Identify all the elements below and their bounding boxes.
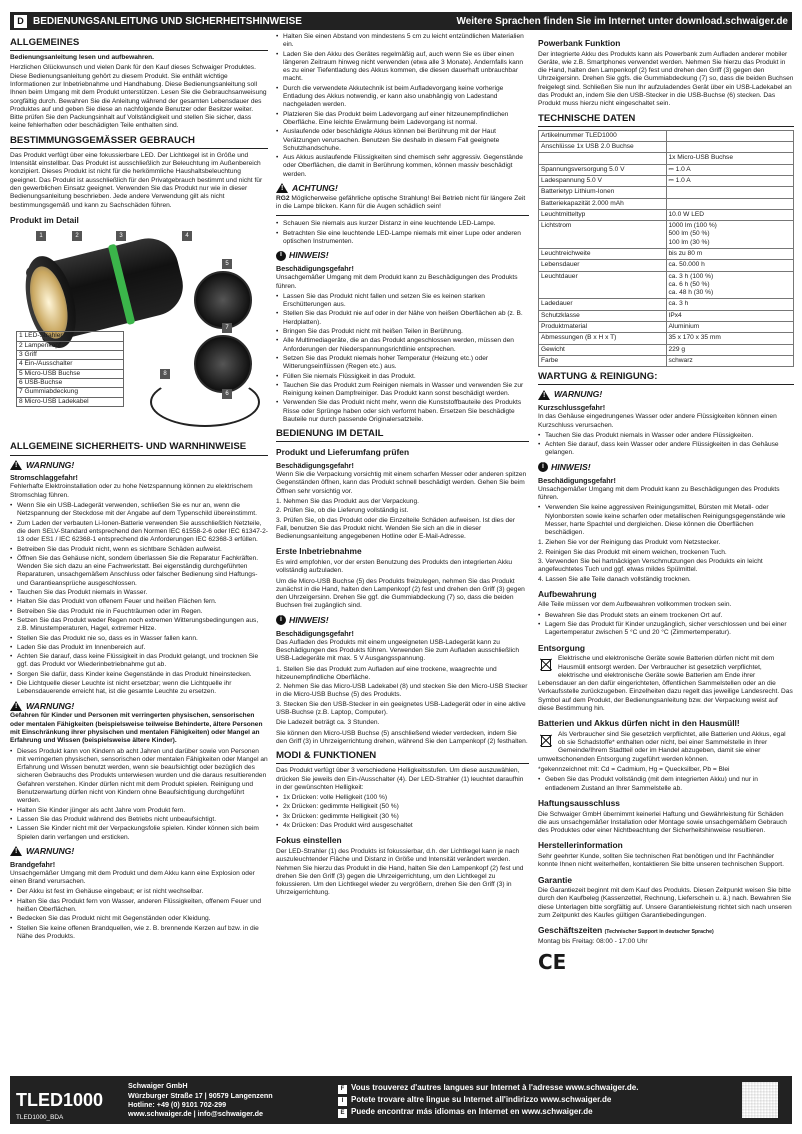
table-cell: Batterietyp Lithium-Ionen [539,187,667,198]
table-row [539,164,794,175]
business-hours-note: (Technischer Support in deutscher Sprache) [604,929,714,936]
column-1 [10,33,268,943]
info-icon: i [538,462,548,472]
table-cell [666,187,794,198]
paragraph: Die Schwaiger GmbH übernimmt keinerlei Haftung und Gewährleistung für Schäden die aus unsachgemäßer Installation oder Montage sowie unsachgemäßem Gebrauch des Produktes oder einer Nichtbeachtung der Sicherheitshinweise resultieren. [538,810,787,835]
table-row [539,271,794,299]
subheading: Geschäftszeiten (Technischer Support in deutscher Sprache) [538,925,714,936]
section-heading: Produkt im Detail [10,214,79,225]
paragraph: Herzlichen Glückwunsch und vielen Dank für den Kauf dieses Schwaiger Produktes. Diese Bedienungsanleitung gehört zu diesem Produkt. Sie enthält wichtige Informationen zur Inbetriebnahme und Handhabung. Diese Bedienungsanleitung soll Ihnen beim Umgang mit dem Produkt unterstützen. Lesen Sie die Gebrauchsanweisung sorgfältig durch. Bewahren Sie die Anleitung während der gesamten Lebensdauer des Produktes auf und geben Sie diese an nachfolgende Benutzer oder Besitzer weiter. Bitte prüfen Sie den Packungsinhalt auf Vollständigkeit und stellen Sie sicher, dass keine fehlerhaften oder beschädigten Teile enthalten sind. [10,64,267,130]
table-row [539,310,794,321]
paragraph: In das Gehäuse eingedrungenes Wasser oder andere Flüssigkeiten können einen Kurzschluss verursachen. [538,413,777,429]
table-cell: Produktmaterial [539,322,667,333]
bullet-list [538,776,794,793]
list-item: • Lassen Sie das Produkt nicht fallen und setzen Sie es keinen starken Erschütterungen aus. [276,293,529,310]
paragraph: Das Produkt verfügt über 3 verschiedene Helligkeitsstufen. Um diese auszuwählen, drücken Sie jeweils den Ein-/Ausschalter (4). Der LED-Strahler (1) leuchtet daraufhin in der gewünschten Helligkeit: [276,767,524,791]
list-item: 3. Prüfen Sie, ob das Produkt oder die Einzelteile Schäden aufweisen. Ist dies der Fall, benutzen Sie das Produkt nicht. Wenden Sie sich an die in dieser Bedienungsanleitung angegebenen Hotline oder E-Mail-Adresse. [276,516,515,541]
paragraph: Möglicherweise gefährliche optische Strahlung! Bei Betrieb nicht für längere Zeit in die Lampe blicken. Kann für die Augen schädlich sein! [276,194,526,211]
list-item: • Laden Sie den Akku des Gerätes regelmäßig auf, auch wenn Sie es über einen längeren Zeitraum hinweg nicht verwenden (etwa alle 3 Monate). Andernfalls kann es zu einer Tiefentladung des Akkus kommen, die diesen dauerhaft unbrauchbar macht. [276,51,529,84]
list-item: • Stellen Sie das Produkt nie so, dass es in Wasser fallen kann. [10,635,268,643]
warning-icon: ! [276,183,288,193]
warning-icon: ! [10,701,22,711]
footer-bar [10,1076,792,1124]
table-row [539,153,794,164]
product-illustration [10,227,268,437]
subheading: Beschädigungsgefahr! [276,628,354,638]
column-2 [276,33,529,900]
table-cell: 10.0 W LED [666,209,794,220]
list-item: 2. Nehmen Sie das Micro-USB Ladekabel (8) und stecken Sie den Micro-USB Stecker in die Micro-USB Buchse (5) des Produkts. [276,683,528,699]
table-cell: Farbe [539,355,667,366]
table-cell: Lebensdauer [539,260,667,271]
section-heading: WARTUNG & REINIGUNG: [538,371,794,385]
paragraph: Sie können den Micro-USB Buchse (5) anschließend wieder verdecken, indem Sie den Griff (3) in Uhrzeigerrichtung drehen, während Sie den Lampenkopf (2) festhalten. [276,729,528,745]
paragraph: Der LED-Strahler (1) des Produkts ist fokussierbar, d.h. der Lichtkegel kann je nach auszuleuchtender Fläche und Distanz in Größe und Intensität verändert werden. Nehmen Sie hierzu das Produkt in die Hand, halten Sie den Lampenkopf (2) fest und drehen Sie den Griff (3) gegen die Uhrzeigerrichtung, um den Lichtkegel zu fokussieren. Um den Lichtkegel wieder zu vergrößern, drehen Sie den Griff (3) in Uhrzeigerrichtung. [276,847,524,897]
column-3 [538,33,794,975]
list-item: • Stellen Sie das Produkt nie auf oder in der Nähe von heißen Oberflächen ab (z. B. Herdplatten). [276,310,529,327]
list-item: • Tauchen Sie das Produkt niemals in Wasser oder andere Flüssigkeiten. [538,432,794,440]
list-item: 1. Stellen Sie das Produkt zum Aufladen auf eine trockene, waagrechte und hitzeunempfindliche Oberfläche. [276,665,497,681]
language-links [338,1082,738,1118]
list-item: • Geben Sie das Produkt vollständig (mit dem integrierten Akku) und nur in entladenem Zustand an Ihrer Sammelstelle ab. [538,776,794,793]
list-item: • 1x Drücken: volle Helligkeit (100 %) [276,794,529,802]
list-item: • Betrachten Sie eine leuchtende LED-Lampe niemals mit einer Lupe oder anderen optischen Instrumenten. [276,230,529,247]
list-item: • Tauchen Sie das Produkt niemals in Wasser. [10,589,268,597]
table-cell: Abmessungen (B x H x T) [539,333,667,344]
list-item: 1. Ziehen Sie vor der Reinigung das Produkt vom Netzstecker. [538,539,721,547]
table-row [539,333,794,344]
table-cell: ⎓ 1.0 A [666,175,794,186]
warning-icon: ! [10,460,22,470]
table-row [539,249,794,260]
paragraph: Fehlerhafte Elektroinstallation oder zu hohe Netzspannung können zu elektrischem Stromschlag führen. [10,483,253,499]
technical-data-table [538,130,794,368]
warning-icon: ! [538,390,550,400]
list-item: • Halten Sie Kinder jünger als acht Jahre vom Produkt fern. [10,807,268,815]
list-item: 1. Nehmen Sie das Produkt aus der Verpackung. [276,497,419,505]
table-row [539,175,794,186]
list-item: • Bedecken Sie das Produkt nicht mit Gegenständen oder Kleidung. [10,915,268,923]
callout: 3 [116,231,126,241]
list-item: • Platzieren Sie das Produkt beim Ladevorgang auf einer hitzeunempfindlichen Oberfläche. Eine leichte Erwärmung beim Ladevorgang ist normal. [276,111,529,128]
list-item: • Öffnen Sie das Gehäuse nicht, sondern überlassen Sie die Reparatur Fachkräften. Wenden Sie sich dazu an eine Fachwerkstatt. Bei eigenständig durchgeführten Reparaturen, unsachgemäßem Anschluss oder falscher Bedienung sind Haftungs- und Garantieansprüche ausgeschlossen. [10,555,268,588]
list-item: • Betreiben Sie das Produkt nicht, wenn es sichtbare Schäden aufweist. [10,546,268,554]
table-row [539,299,794,310]
list-item: • Bringen Sie das Produkt nicht mit heißen Teilen in Berührung. [276,328,529,336]
bullet-list [538,432,794,458]
table-row [539,198,794,209]
table-cell [666,142,794,153]
subheading: Entsorgung [538,642,585,653]
table-row [539,142,794,153]
list-item: • Durch die verwendete Akkutechnik ist beim Aufladevorgang keine vorherige Entladung des Akkus notwendig, er kann also unabhängig von Ladestand nachgeladen werden. [276,85,529,110]
list-item: • Halten Sie das Produkt fern von Wasser, anderen Flüssigkeiten, offenem Feuer und heißen Oberflächen. [10,898,268,915]
list-item: • Betreiben Sie das Produkt nie in Feuchträumen oder im Regen. [10,608,268,616]
paragraph: Wenn Sie die Verpackung vorsichtig mit einem scharfen Messer oder anderen spitzen Gegenständen öffnen, kann das Produkt schnell beschädigt werden. Gehen Sie beim Öffnen sehr vorsichtig vor. [276,471,527,495]
section-heading: ALLGEMEINE SICHERHEITS- UND WARNHINWEISE [10,441,268,455]
list-item: • Lassen Sie Kinder nicht mit der Verpackungsfolie spielen. Kinder können sich beim Spielen darin verfangen und ersticken. [10,825,268,842]
flag-icon: F [338,1085,347,1094]
table-cell: Spannungsversorgung 5.0 V [539,164,667,175]
legend-item: 1 LED-Strahler [17,332,124,341]
table-cell: Anschlüsse 1x USB 2.0 Buchse [539,142,667,153]
charging-time: Die Ladezeit beträgt ca. 3 Stunden. [276,719,380,727]
list-item: • Auslaufende oder beschädigte Akkus können bei Berührung mit der Haut Verätzungen verursachen. Benutzen Sie deshalb in diesem Fall geeignete Schutzhandschuhe. [276,128,529,153]
table-row [539,260,794,271]
list-item: • Achten Sie darauf, dass keine Flüssigkeit in das Produkt gelangt, und trocknen Sie ggf. das Produkt vor Wiederinbetriebnahme gut ab. [10,653,268,670]
warning-label: ! WARNUNG! [538,389,794,400]
list-item: • Zum Laden der verbauten Li-Ionen-Batterie verwenden Sie ausschließlich Netzteile, die dem SELV-Standard entsprechend den Normen IEC 61558-2-6 oder IEC 61347-2-13 oder ES1 / IEC 62368-1 entsprechend die Anforderungen IEC 62368-3 erfüllen. [10,520,268,545]
list-item: • Verwenden Sie das Produkt nicht mehr, wenn die Kunststoffbauteile des Produkts Risse oder Sprünge haben oder sich verformt haben. Ersetzen Sie beschädigte Bauteile nur durch passende Originalersatzteile. [276,399,529,424]
table-cell: 229 g [666,344,794,355]
list-item: • Wenn Sie ein USB-Ladegerät verwenden, schließen Sie es nur an, wenn die Netzspannung der Steckdose mit der Angabe auf dem Typenschild übereinstimmt. [10,502,268,519]
list-item: • Aus Akkus auslaufende Flüssigkeiten sind chemisch sehr aggressiv. Gegenstände oder Oberflächen, die damit in Berührung kommen, können massiv beschädigt werden. [276,154,529,179]
table-cell [539,153,667,164]
footnote: *gekennzeichnet mit: Cd = Cadmium, Hg = Quecksilber, Pb = Blei [538,766,730,774]
notice-label: i HINWEIS! [276,250,529,261]
paragraph: Unsachgemäßer Umgang mit dem Produkt kann zu Beschädigungen des Produkts führen. [538,485,780,501]
list-item: • 2x Drücken: gedimmte Helligkeit (50 %) [276,803,529,811]
table-cell: Batteriekapazität 2.000 mAh [539,198,667,209]
bullet-list [538,612,794,638]
legend-item: 6 USB-Buchse [17,378,124,387]
table-cell: Aluminium [666,322,794,333]
list-item: • Sorgen Sie dafür, dass Kinder keine Gegenstände in das Produkt hineinstecken. [10,671,268,679]
language-line: I Potete trovare altre lingue su Internet all'indirizzo www.schwaiger.de [338,1094,738,1106]
company-address: Schwaiger GmbH Würzburger Straße 17 | 90579 Langenzenn Hotline: +49 (0) 9101 702-299 www.schwaiger.de | info@schwaiger.de [128,1081,273,1119]
flag-icon: E [338,1109,347,1118]
legend-item: 3 Griff [17,351,124,360]
list-item: • Setzen Sie das Produkt weder Regen noch extremen Witterungsbedingungen aus, z.B. Minustemperaturen, Hagel, extremer Hitze. [10,617,268,634]
bullet-list [10,502,268,697]
language-badge: D [14,15,27,28]
warning-label: ! WARNUNG! [10,701,268,712]
list-item: • Der Akku ist fest im Gehäuse eingebaut; er ist nicht wechselbar. [10,888,268,896]
subheading: Brandgefahr! [10,859,56,869]
table-cell: Ladedauer [539,299,667,310]
list-item: 4. Lassen Sie alle Teile danach vollständig trocknen. [538,575,691,583]
ce-mark: CE [538,950,567,975]
table-cell: 1x Micro-USB Buchse [666,153,794,164]
table-cell: 1000 lm (100 %) 500 lm (50 %) 100 lm (30 %) [666,221,794,249]
table-cell: ca. 3 h [666,299,794,310]
list-item: • Schauen Sie niemals aus kurzer Distanz in eine leuchtende LED-Lampe. [276,220,529,228]
list-item: 3. Stecken Sie den USB-Stecker in ein geeignetes USB-Ladegerät oder in eine aktive USB-Buchse (z.B. Laptop, Computer). [276,700,526,717]
info-icon: i [276,615,286,625]
callout: 2 [72,231,82,241]
table-cell: IPx4 [666,310,794,321]
table-row [539,322,794,333]
table-cell: ⎓ 1.0 A [666,164,794,175]
warning-icon: ! [10,846,22,856]
list-item: • Bewahren Sie das Produkt stets an einem trockenen Ort auf. [538,612,794,620]
parts-legend [16,331,124,406]
subheading: Fokus einstellen [276,835,342,846]
subheading: Garantie [538,874,572,885]
table-row [539,209,794,220]
bullet-list [10,748,268,842]
table-cell [666,198,794,209]
bullet-list [276,33,529,179]
subheading: Kurzschlussgefahr! [538,403,606,413]
flashlight-image [25,232,189,344]
list-item: • Lagern Sie das Produkt für Kinder unzugänglich, sicher verschlossen und bei einer Lagertemperatur zwischen 5 °C und 20 °C (Zimmertemperatur). [538,621,794,638]
numbered-list [538,539,794,583]
table-cell: Leuchtreichweite [539,249,667,260]
numbered-list [276,666,529,718]
list-item: 2. Prüfen Sie, ob die Lieferung vollständig ist. [276,507,409,515]
table-cell: Lichtstrom [539,221,667,249]
legend-item: 5 Micro-USB Buchse [17,369,124,378]
subheading: Batterien und Akkus dürfen nicht in den Hausmüll! [538,718,740,729]
languages-note: Weitere Sprachen finden Sie im Internet unter download.schwaiger.de [456,15,788,27]
paragraph: Sehr geehrter Kunde, sollten Sie technischen Rat benötigen und Ihr Fachhändler konnte Ihnen nicht weiterhelfen, kontaktieren Sie bitte unseren technischen Support. [538,853,784,869]
list-item: • Alle Multimediageräte, die an das Produkt angeschlossen werden, müssen den Anforderungen der Niederspannungsrichtlinie entsprechen. [276,337,529,354]
bullet-list [276,220,529,246]
micro-usb-detail-image [194,271,252,329]
section-heading: BEDIENUNG IM DETAIL [276,428,529,442]
paragraph: Das Produkt verfügt über eine fokussierbare LED. Der Lichtkegel ist in Größe und Intensität einstellbar. Das Produkt ist ausschließlich zur Beleuchtung im Außenbereich konzipiert. Dieses Produkt ist nicht für die herkömmliche Haushaltsbeleuchtung geeignet. Das Produkt ist ausschließlich für den Privatgebrauch bestimmt und nicht für den gewerblichen Einsatz geeignet. Verwenden Sie das Produkt nur wie in dieser Bedienungsanleitung beschrieben. Jede andere Verwendung gilt als nicht bestimmungsgemäß und kann zu Sachschäden führen. [10,151,263,209]
section-heading: Powerbank Funktion [538,38,621,48]
section-heading: TECHNISCHE DATEN [538,113,794,127]
callout: 4 [182,231,192,241]
list-item: • Laden Sie das Produkt im Innenbereich auf. [10,644,268,652]
warning-label: ! WARNUNG! [10,846,268,857]
subheading: Aufbewahrung [538,588,597,599]
subheading: Haftungsausschluss [538,797,620,808]
callout: 8 [160,369,170,379]
notice-label: i HINWEIS! [276,615,529,626]
list-item: • Füllen Sie niemals Flüssigkeit in das Produkt. [276,373,529,381]
callout: 7 [222,323,232,333]
list-item: • Verwenden Sie keine aggressiven Reinigungsmittel, Bürsten mit Metall- oder Nylonborsten sowie keine scharfen oder metallischen Reinigungsgegenstände wie Messer, harte Spachtel und dergleichen. Diese können die Oberflächen beschädigen. [538,504,794,537]
table-cell: Leuchtdauer [539,271,667,299]
subheading: Beschädigungsgefahr! [276,264,354,274]
table-cell: Schutzklasse [539,310,667,321]
section-heading: MODI & FUNKTIONEN [276,750,529,764]
list-item: • Lassen Sie das Produkt während des Betriebs nicht unbeaufsichtigt. [10,816,268,824]
legend-item: 7 Gummiabdeckung [17,388,124,397]
table-cell: bis zu 80 m [666,249,794,260]
paragraph: Das Aufladen des Produkts mit einem ungeeigneten USB-Ladegerät kann zu Beschädigungen des Produkts führen. Verwenden Sie zum Aufladen ausschließlich USB-Ladegeräte mit max. 5 V Ausgangsspannung. [276,638,520,663]
table-cell: Leuchtmitteltyp [539,209,667,220]
qr-code-icon [742,1082,778,1118]
section-heading: BESTIMMUNGSGEMÄSSER GEBRAUCH [10,135,268,149]
bullet-list [10,888,268,941]
usb-cable-image [150,377,260,427]
crossed-bin-icon [538,732,554,750]
paragraph: Die Garantiezeit beginnt mit dem Kauf des Produkts. Diesen Zeitpunkt weisen Sie bitte durch den Kaufbeleg (Kassenzettel, Rechnung, Lieferschein u. ä.) nach. Bewahren Sie diese Unterlagen bitte sorgfältig auf. Unsere Garantieleistung richtet sich nach unseren zum Zeitpunkt des Kaufes gültigen Garantiebedingungen. [538,887,792,920]
list-item: 2. Reinigen Sie das Produkt mit einem weichen, trockenen Tuch. [538,548,727,556]
bullet-list [538,504,794,537]
list-item: • Achten Sie darauf, dass kein Wasser oder andere Flüssigkeiten in das Gehäuse gelangen. [538,441,794,458]
notice-label: i HINWEIS! [538,462,794,473]
info-icon: i [276,251,286,261]
list-item: • 3x Drücken: gedimmte Helligkeit (30 %) [276,813,529,821]
table-cell [666,130,794,141]
table-row [539,187,794,198]
table-cell: ca. 50.000 h [666,260,794,271]
subheading: Produkt und Lieferumfang prüfen [276,447,410,458]
list-item: • Halten Sie das Produkt von offenem Feuer und heißen Flächen fern. [10,598,268,606]
table-cell: ca. 3 h (100 %) ca. 6 h (50 %) ca. 48 h (30 %) [666,271,794,299]
list-item: 3. Verwenden Sie bei hartnäckigen Verschmutzungen des Produkts ein leicht angefeuchtetes Tuch und ggf. etwas mildes Spülmittel. [538,557,763,574]
paragraph: Als Verbraucher sind Sie gesetzlich verpflichtet, alle Batterien und Akkus, egal ob sie Schadstoffe* enthalten oder nicht, bei einer Sammelstelle in Ihrer Gemeinde/Ihrem Stadtteil oder im Handel abzugeben, damit sie einer umweltschonenden Entsorgung zugeführt werden können. [538,730,786,763]
list-item: • Halten Sie einen Abstand von mindestens 5 cm zu leicht entzündlichen Materialien ein. [276,33,529,50]
subheading: Erste Inbetriebnahme [276,546,362,557]
list-item: • Die Lichtquelle dieser Leuchte ist nicht ersetzbar; wenn die Lichtquelle ihr Lebensdauerende erreicht hat, ist die gesamte Leuchte zu ersetzen. [10,680,268,697]
legend-item: 8 Micro-USB Ladekabel [17,397,124,406]
children-warning-bold: Gefahren für Kinder und Personen mit verringerten physischen, sensorischen oder mentalen Fähigkeiten (beispielsweise teilweise Behinderte, ältere Personen mit Einschränkung ihrer physischen und mentalen Fähigkeiten) oder Mangel an Erfahrung und Wissen (beispielsweise ältere Kinder). [10,712,263,745]
table-row [539,355,794,366]
language-line: E Puede encontrar más idiomas en Internet en www.schwaiger.de [338,1106,738,1118]
bullet-list [276,794,529,830]
paragraph: Um die Micro-USB Buchse (5) des Produkts freizulegen, nehmen Sie das Produkt zunächst in die Hand, halten den Lampenkopf (2) fest und drehen den Griff (3) gegen den Uhrzeigersinn. Drehen Sie ggf. die Gummiabdeckung (7) so, dass die beiden Buchsen frei zugänglich sind. [276,577,525,610]
intro-bold: Bedienungsanleitung lesen und aufbewahren. [10,54,154,62]
table-cell: Gewicht [539,344,667,355]
business-hours: Montag bis Freitag: 08:00 - 17:00 Uhr [538,937,648,945]
language-line: F Vous trouverez d'autres langues sur Internet à l'adresse www.schwaiger.de. [338,1082,738,1094]
subheading: Beschädigungsgefahr! [276,460,354,470]
paragraph: Unsachgemäßer Umgang mit dem Produkt und dem Akku kann eine Explosion oder einen Brand verursachen. [10,869,255,886]
callout: 1 [36,231,46,241]
paragraph: Unsachgemäßer Umgang mit dem Produkt kann zu Beschädigungen des Produkts führen. [276,274,518,290]
list-item: • 4x Drücken: Das Produkt wird ausgeschaltet [276,822,529,830]
table-cell: Ladespannung 5.0 V [539,175,667,186]
table-cell: schwarz [666,355,794,366]
list-item: • Dieses Produkt kann von Kindern ab acht Jahren und darüber sowie von Personen mit verringerten physischen, sensorischen oder mentalen Fähigkeiten oder Mangel an Erfahrung und Wissen benutzt werden, wenn sie beaufsichtigt oder bezüglich des sicheren Gebrauchs des Produkts unterwiesen wurden und die daraus resultierenden Gefahren verstehen. Kinder dürfen nicht mit dem Produkt spielen. Reinigung und Benutzerwartung dürfen nicht von Kindern ohne Beaufsichtigung durchgeführt werden. [10,748,268,806]
subheading: Stromschlaggefahr! [10,473,78,483]
list-item: • Setzen Sie das Produkt niemals hoher Temperatur (Heizung etc.) oder Witterungseinflüssen (Regen etc.) aus. [276,355,529,372]
risk-group-label: RG2 [276,194,290,202]
paragraph: Es wird empfohlen, vor der ersten Benutzung des Produkts den integrierten Akku vollständig aufzuladen. [276,558,513,575]
list-item: • Stellen Sie keine offenen Brandquellen, wie z. B. brennende Kerzen auf bzw. in die Nähe des Produkts. [10,925,268,942]
document-title: BEDIENUNGSANLEITUNG UND SICHERHEITSHINWEISE [33,15,302,27]
flag-icon: I [338,1097,347,1106]
warning-label: ! WARNUNG! [10,460,268,471]
callout: 5 [222,259,232,269]
paragraph: Alle Teile müssen vor dem Aufbewahren vollkommen trocken sein. [538,601,732,609]
section-heading: ALLGEMEINES [10,37,268,51]
header-bar [10,12,792,30]
list-item: • Tauchen Sie das Produkt zum Reinigen niemals in Wasser und verwenden Sie zur Reinigung keinen Dampfreiniger. Das Produkt kann sonst beschädigt werden. [276,382,529,399]
legend-item: 2 Lampenkopf [17,341,124,350]
callout: 6 [222,389,232,399]
table-cell: 35 x 170 x 35 mm [666,333,794,344]
subheading: Herstellerinformation [538,840,623,851]
document-code: TLED1000_BDA [16,1114,64,1121]
bullet-list [276,293,529,424]
table-row [539,221,794,249]
table-row [539,344,794,355]
paragraph: Der integrierte Akku des Produkts kann als Powerbank zum Aufladen anderer mobiler Geräte, wie z.B. Smartphones verwendet werden. Nehmen Sie hierzu das Produkt in die Hand, halten den Lampenkopf (2) fest und drehen den Griff (3) gegen den Uhrzeigersinn. Drehen Sie ggfs. die Gummiabdeckung (7) so, dass die beiden Buchsen freigelegt sind. Schließen Sie nun Ihr aufzuladendes Gerät über ein USB-Ladekabel an das Produkt an, indem Sie den USB-Stecker in die USB-Buchse (6) stecken. Das Produkt muss hierzu nicht eingeschaltet sein. [538,50,794,108]
model-number: TLED1000 [16,1089,104,1110]
subheading: Beschädigungsgefahr! [538,475,616,485]
paragraph: Elektrische und elektronische Geräte sowie Batterien dürfen nicht mit dem Hausmüll entsorgt werden. Der Verbraucher ist gesetzlich verpflichtet, elektrische und elektronische Geräte sowie Batterien am Ende ihrer Lebensdauer an den dafür eingerichteten, öffentlichen Sammelstellen oder an die Verkaufsstelle zurückzugeben. Einzelheiten dazu regelt das jeweilige Landesrecht. Das Symbol auf dem Produkt, der Bedienungsanleitung bzw. der Verpackung weist auf diese Bestimmung hin. [538,655,793,712]
crossed-bin-icon [538,656,554,674]
divider [276,215,529,216]
caution-label: ! ACHTUNG! [276,183,529,194]
table-row [539,130,794,141]
table-cell: Artikelnummer TLED1000 [539,130,667,141]
legend-item: 4 Ein-/Ausschalter [17,360,124,369]
numbered-list [276,498,529,541]
